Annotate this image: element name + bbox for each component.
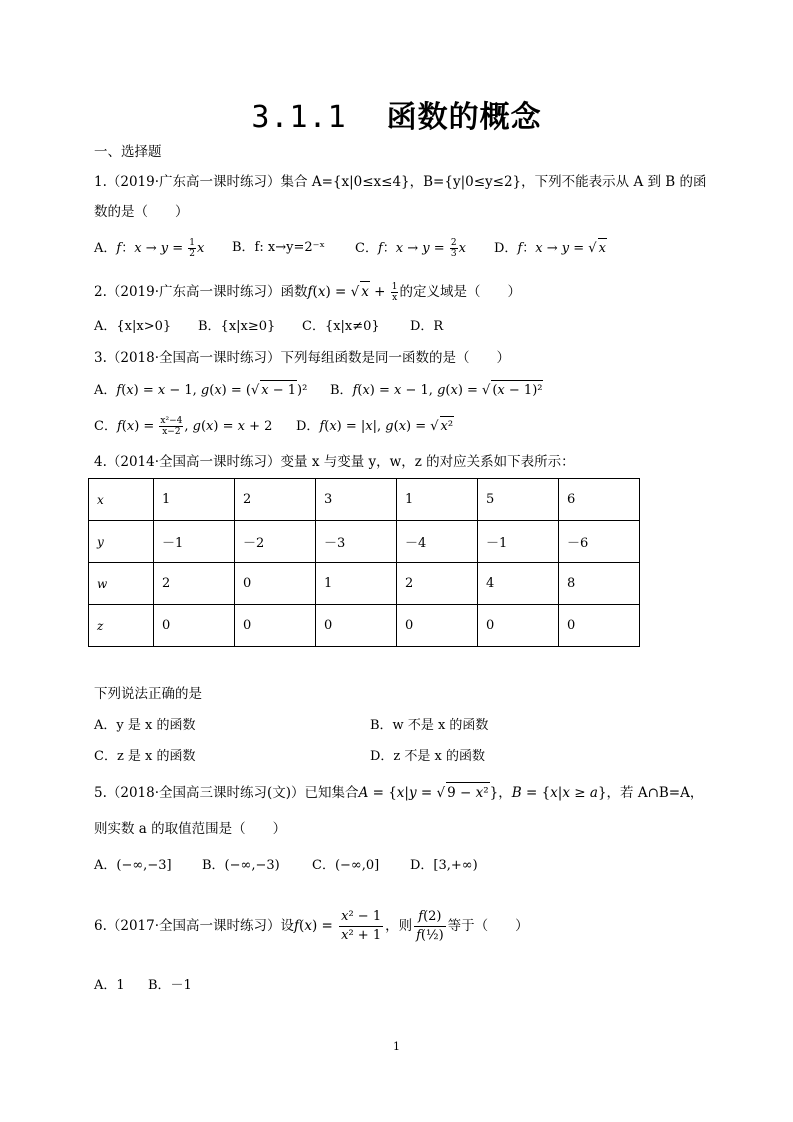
table-cell: 1 — [154, 479, 235, 521]
q3-option-d: D．f(x) = |x|, g(x) = √ x² — [296, 416, 454, 437]
table-cell: －1 — [478, 521, 559, 563]
table-cell: 2 — [397, 563, 478, 605]
table-cell: －6 — [559, 521, 640, 563]
table-cell: 0 — [235, 563, 316, 605]
q5-option-a: A．(−∞,−3] — [94, 858, 172, 873]
title-text: 函数的概念 — [386, 100, 542, 135]
table-cell: 8 — [559, 563, 640, 605]
table-cell: 0 — [154, 605, 235, 647]
q4-prompt: 下列说法正确的是 — [94, 686, 202, 702]
q4-option-d: D．z 不是 x 的函数 — [370, 749, 486, 764]
q1-stem-line1: 1.（2019·广东高一课时练习）集合 A={x|0≤x≤4}，B={y|0≤y≤2}，下列不能表示从 A 到 B 的函 — [94, 174, 707, 190]
q1-option-c: C．f：x → y = $\frac{2}{3}$ x — [355, 238, 466, 259]
table-cell: 4 — [478, 563, 559, 605]
q1-option-d: D．f：x → y = √ x — [494, 238, 607, 259]
table-cell: 1 — [397, 479, 478, 521]
q2-stem: 2.（2019·广东高一课时练习）函数f(x) = √ x + $\frac{1}{x}$ 的定义域是（ ） — [94, 282, 521, 303]
table-row-header: x — [89, 479, 154, 521]
q2-option-d: D．R — [410, 319, 444, 334]
q5-option-d: D．[3,+∞) — [410, 858, 478, 873]
table-row-header: y — [89, 521, 154, 563]
table-cell: 0 — [235, 605, 316, 647]
q3-stem: 3.（2018·全国高一课时练习）下列每组函数是同一函数的是（ ） — [94, 350, 511, 366]
q5-stem: 5.（2018·全国高三课时练习(文)）已知集合A = {x|y = √ 9 − x²}，B = {x|x ≥ a}，若 A∩B=A， — [94, 782, 703, 803]
page-number: 1 — [393, 1040, 400, 1053]
table-cell: 2 — [235, 479, 316, 521]
q2-option-c: C．{x|x≠0} — [302, 319, 380, 334]
page-title — [0, 92, 793, 136]
q3-option-c: C．f(x) = $\frac{\text{x²−4}}{x-2}$ , g(x) = x + 2 — [94, 416, 273, 437]
q6-option-a: A．1 — [94, 978, 125, 993]
q2-option-a: A．{x|x>0} — [94, 319, 172, 334]
table-cell: 1 — [316, 563, 397, 605]
q3-option-a: A．f(x) = x − 1, g(x) = (√ x − 1)² — [94, 380, 307, 401]
q4-option-c: C．z 是 x 的函数 — [94, 749, 196, 764]
q5-stem-line2: 则实数 a 的取值范围是（ ） — [94, 821, 287, 837]
table-cell: 0 — [478, 605, 559, 647]
q1-option-a: A．f：x → y = $\frac{1}{2}$ x — [94, 238, 205, 259]
section-heading: 一、选择题 — [94, 144, 162, 160]
table-row — [89, 605, 640, 647]
q4-table — [88, 478, 640, 647]
table-cell: 3 — [316, 479, 397, 521]
table-cell: －4 — [397, 521, 478, 563]
table-cell: －1 — [154, 521, 235, 563]
table-cell: 0 — [397, 605, 478, 647]
table-row-header: w — [89, 563, 154, 605]
q1-option-b: B．f: x→y=2⁻ˣ — [232, 240, 325, 255]
table-row-header: z — [89, 605, 154, 647]
table-cell: 6 — [559, 479, 640, 521]
q5-option-c: C．(−∞,0] — [312, 858, 380, 873]
title-number: 3.1.1 — [251, 100, 347, 135]
q4-option-a: A．y 是 x 的函数 — [94, 718, 196, 733]
table-row — [89, 521, 640, 563]
q5-option-b: B．(−∞,−3) — [202, 858, 280, 873]
q6-stem: 6.（2017·全国高一课时练习）设f(x) = $\frac{\text{x² − 1}}{\text{x² + 1}}$ ，则 $\frac{f(2)}{\text{f(½)}}$ 等于（ ） — [94, 909, 529, 943]
q2-option-b: B．{x|x≥0} — [198, 319, 276, 334]
table-cell: 2 — [154, 563, 235, 605]
q1-stem-line2: 数的是（ ） — [94, 204, 189, 220]
q4-stem: 4.（2014·全国高一课时练习）变量 x 与变量 y，w，z 的对应关系如下表所示： — [94, 454, 575, 470]
q6-option-b: B．－1 — [148, 978, 192, 993]
q3-option-b: B．f(x) = x − 1, g(x) = √ (x − 1)² — [330, 380, 543, 401]
q4-option-b: B．w 不是 x 的函数 — [370, 718, 489, 733]
table-row — [89, 563, 640, 605]
table-cell: 0 — [559, 605, 640, 647]
table-cell: 5 — [478, 479, 559, 521]
table-cell: －3 — [316, 521, 397, 563]
table-cell: －2 — [235, 521, 316, 563]
table-row — [89, 479, 640, 521]
table-cell: 0 — [316, 605, 397, 647]
